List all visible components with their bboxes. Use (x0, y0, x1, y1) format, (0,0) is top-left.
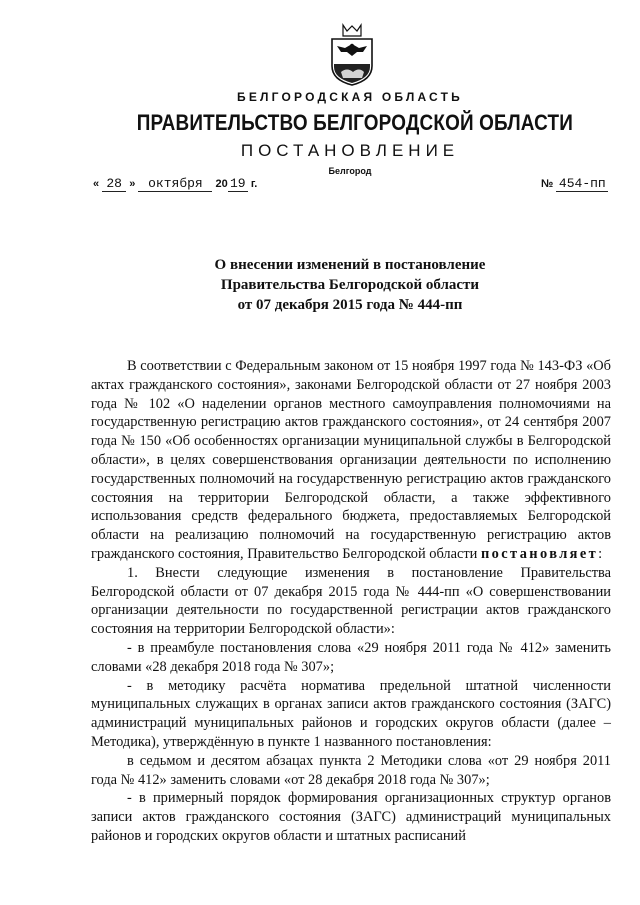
amendment-paragraphs-paragraph: в седьмом и десятом абзацах пункта 2 Методики слова «от 29 ноября 2011 года № 412» заменить словами «от 28 декабря 2018 года № 307»; (91, 752, 611, 788)
coat-of-arms-icon (329, 22, 375, 86)
subject-line-1: О внесении изменений в постановление (214, 257, 486, 273)
date-year-prefix: 20 (215, 178, 228, 190)
subject-line-3: от 07 декабря 2015 года № 444-пп (237, 297, 463, 313)
government-name: ПРАВИТЕЛЬСТВО БЕЛГОРОДСКОЙ ОБЛАСТИ (136, 110, 574, 135)
date-open-quote: « (93, 178, 100, 190)
city-name: Белгород (328, 166, 372, 176)
date-year-mark: г. (250, 178, 258, 190)
decree-body (91, 357, 611, 846)
preamble-text: В соответствии с Федеральным законом от 15 ноября 1997 года № 143-ФЗ «Об актах гражданского состояния», законами Белгородской области от 27 ноября 2003 года № 102 «О наделении органов местного самоуправления полномочиями на государственную регистрацию актов гражданского состояния», от 24 сентября 2007 года № 150 «Об особенностях организации муниципальной службы в Белгородской области», в целях совершенствования организации деятельности по исполнению государственных полномочий на государственную регистрацию актов гражданского состояния на территории Белгородской области, а также эффективного использования средств федерального бюджета, предоставляемых Белгородской области на реализацию полномочий на государственную регистрацию актов гражданского состояния, Правительство Белгородской области (91, 358, 611, 562)
decree-date (93, 176, 257, 192)
decree-number (541, 176, 608, 192)
date-day: 28 (102, 176, 126, 192)
date-month: октября (138, 176, 212, 192)
date-year-suffix: 19 (228, 176, 248, 192)
subject-line-2: Правительства Белгородской области (220, 277, 480, 293)
resolves-word: постановляет (480, 545, 599, 562)
number-value: 454-пп (556, 176, 608, 192)
region-name: БЕЛГОРОДСКАЯ ОБЛАСТЬ (237, 90, 463, 104)
clause-1-paragraph: 1. Внести следующие изменения в постановление Правительства Белгородской области от 07 декабря 2015 года № 444-пп «О совершенствовании организации деятельности по государственной регистрации актов гражданского состояния на территории Белгородской области»: (91, 564, 611, 638)
amendment-structure-paragraph: - в примерный порядок формирования организационных структур органов записи актов гражданского состояния (ЗАГС) администраций муниципальных районов и городских округов области и штатных расписаний (91, 790, 611, 844)
decree-subject (0, 255, 640, 315)
document-type: ПОСТАНОВЛЕНИЕ (240, 141, 460, 160)
date-close-quote: » (129, 178, 136, 190)
preamble-paragraph (91, 357, 611, 564)
amendment-preamble-paragraph: - в преамбуле постановления слова «29 ноября 2011 года № 412» заменить словами «28 декабря 2018 года № 307»; (91, 639, 611, 675)
preamble-colon: : (598, 545, 603, 562)
number-label: № (541, 178, 554, 190)
amendment-methodology-paragraph: - в методику расчёта норматива предельной штатной численности муниципальных служащих в органах записи актов гражданского состояния (ЗАГС) администраций муниципальных районов и городских округов области (далее – Методика), утверждённую в пункте 1 названного постановления: (91, 677, 611, 750)
